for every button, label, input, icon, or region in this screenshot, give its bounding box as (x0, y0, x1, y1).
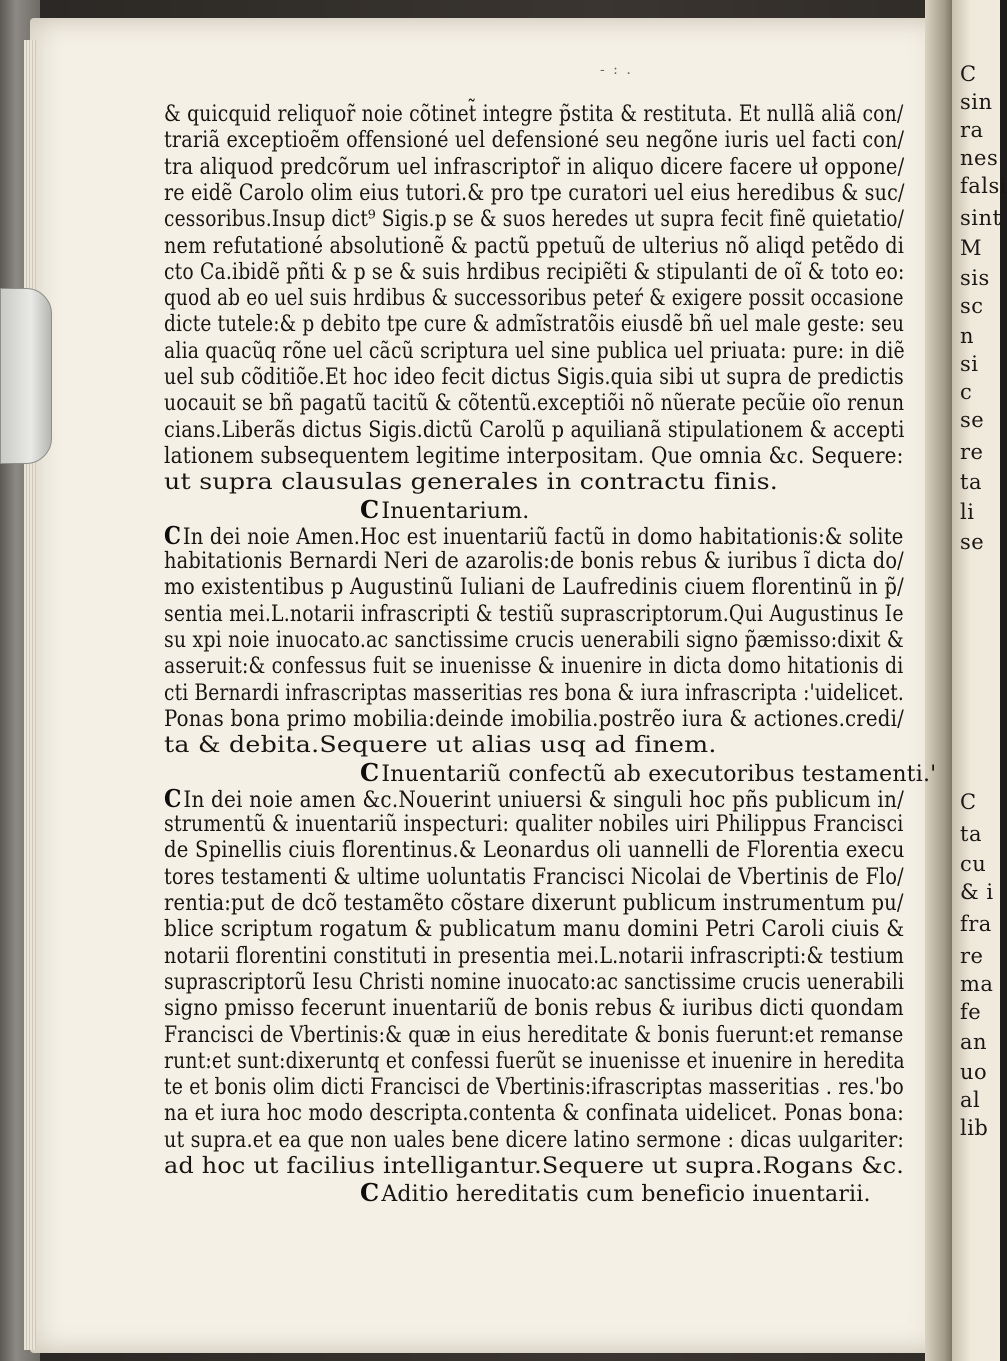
section2-line (164, 917, 904, 943)
text-line-content: te et bonis olim dicti Francisci de Vbertinis:ifrascriptas masseritias . res.'bo (164, 1075, 904, 1101)
text-line-content: cti Bernardi infrascriptas masseritias res bona & iura infrascripta :'uidelicet. (164, 680, 904, 706)
body-line (164, 391, 904, 417)
section2-line (164, 996, 904, 1022)
facing-page-text: si (960, 352, 979, 376)
facing-page-text: fra (960, 912, 992, 936)
section2-line (164, 970, 904, 996)
section2-line (164, 865, 904, 891)
pilcrow-mark: C (164, 520, 182, 550)
body-line (164, 155, 904, 181)
text-line-content: suprascriptorũ Iesu Christi nomine inuocato:ac sanctissime crucis uenerabili (164, 969, 905, 995)
facing-page-text: ra (960, 118, 984, 142)
body-line (164, 102, 903, 128)
section1-line (164, 707, 904, 733)
facing-page-text: falsi (960, 174, 1007, 198)
text-line-content: uocauit se bñ pagatũ tacitũ & cõtentũ.exceptiõi nõ nũerate pecũie oĩo renun (164, 391, 905, 417)
section2-line (164, 1128, 904, 1154)
section1-line (164, 681, 904, 707)
text-line-content: In dei noie amen &c.Nouerint uniuersi & singuli hoc pñs publicum in/ (183, 787, 904, 813)
text-line-content: cto Ca.ibidẽ pñti & p se & suis hrdibus recipiẽti & stipulanti de oĩ & toto eo: (164, 259, 905, 285)
section1-line (164, 575, 904, 601)
pilcrow-mark: C (360, 1178, 380, 1208)
section1-line (164, 654, 904, 680)
text-line-content: lationem subsequentem legitime interpositam. Que omnia &c. Sequere: (164, 443, 904, 469)
facing-page-text: sin (960, 90, 993, 114)
text-line-content: runt:et sunt:dixeruntq et confessi fuerũt se inuenisse et inuenire in heredita (164, 1048, 905, 1074)
facing-page-text: C (960, 62, 977, 86)
text-line-content: rentia:put de dcõ testamẽto cõstare dixerunt publicum instrumentum pu/ (164, 891, 904, 916)
facing-page-text: re (960, 440, 984, 464)
facing-page-text: re (960, 944, 984, 968)
facing-page-text: sis (960, 266, 990, 290)
facing-page-text: li (960, 500, 975, 524)
section1-line (164, 602, 904, 628)
facing-page-text: ma (960, 972, 994, 996)
page-edge-stack (24, 40, 36, 1350)
text-line-content: ut supra clausulas generales in contractu finis. (164, 470, 779, 496)
facing-page-text: C (960, 790, 977, 814)
pilcrow-mark: C (164, 783, 182, 813)
text-line-content: de Spinellis ciuis florentinus.& Leonardus oli uannelli de Florentia execu (164, 838, 905, 864)
section1-line (164, 549, 904, 575)
section2-line (164, 1075, 904, 1101)
section1-line (164, 733, 717, 759)
section2-line (164, 1023, 903, 1049)
body-line (164, 286, 904, 312)
pilcrow-mark: C (360, 757, 380, 787)
section1-line (164, 628, 904, 654)
text-line-content: alia quacũq rõne uel cãcũ scriptura uel sine publica uel priuata: pure: in diẽ (164, 338, 905, 364)
section-heading-aditio (360, 1180, 871, 1208)
section2-line (164, 838, 905, 864)
facing-page-fragment (952, 0, 1007, 1361)
facing-page-text: sc (960, 294, 984, 318)
section2-line (164, 783, 904, 814)
facing-page-text: se (960, 530, 985, 554)
text-line-content: & quicquid reliquor̃ noie cõtinet̃ integre p̃stita & restituta. Et nullã aliã con/ (164, 102, 904, 127)
text-line-content: Aditio hereditatis cum beneficio inuentarii. (381, 1182, 871, 1208)
text-line-content: cians.Liberãs dictus Sigis.dictũ Carolũ p aquilianã stipulationem & accepti (164, 417, 905, 443)
text-line-content: Ponas bona primo mobilia:deinde imobilia.postrẽo iura & actiones.credi/ (164, 706, 904, 732)
body-line (164, 365, 904, 391)
section-heading-inuentarium (360, 494, 530, 525)
text-line-content: habitationis Bernardi Neri de azarolis:de bonis rebus & iuribus ĩ dicta do/ (164, 549, 904, 575)
body-line (164, 128, 904, 154)
section2-line (164, 812, 904, 838)
text-line-content: tores testamenti & ultime uoluntatis Francisci Nicolai de Vbertinis de Flo/ (164, 864, 904, 890)
section-heading-inuentarium-executors (360, 757, 937, 788)
facing-page-text: & i (960, 880, 994, 904)
section2-line (164, 944, 904, 970)
text-line-content: ta & debita.Sequere ut alias usq ad finem. (164, 733, 717, 759)
signature-mark: - : . (600, 62, 633, 78)
body-line (164, 339, 905, 365)
text-line-content: Inuentariũ confectũ ab executoribus testamenti.' (381, 761, 937, 787)
facing-page-text: lib (960, 1116, 989, 1140)
text-line-content: Francisci de Vbertinis:& quæ in eius hereditate & bonis fuerunt:et remanse (164, 1022, 904, 1048)
facing-page-text: c (960, 380, 973, 404)
text-line-content: ut supra.et ea que non uales bene dicere latino sermone : dicas uulgariter: (164, 1127, 905, 1153)
facing-page-text: nes (960, 146, 999, 170)
facing-page-text: fe (960, 1000, 982, 1024)
text-line-content: strumentũ & inuentariũ inspecturi: qualiter nobiles uiri Philippus Francisci (164, 812, 904, 838)
section2-line (164, 1101, 904, 1127)
text-line-content: sentia mei.L.notarii infrascripti & testiũ suprascriptorum.Qui Augustinus Ie (164, 601, 904, 627)
body-line (164, 207, 904, 233)
text-line-content: tra aliquod predcõrum uel infrascriptor̃ in aliquo dicere facere uł oppone/ (164, 154, 905, 180)
body-line (164, 444, 904, 470)
facing-page-text: ta (960, 470, 982, 494)
body-line (164, 181, 905, 207)
text-line-content: In dei noie Amen.Hoc est inuentariũ factũ in domo habitationis:& solite (182, 524, 904, 550)
section1-line (164, 520, 904, 551)
text-line-content: dicte tutele:& p debito tpe cure & admĩstratõis eiusdẽ bñ uel male geste: seu (164, 312, 905, 338)
text-line-content: asseruit:& confessus fuit se inuenisse & inuenire in dicta domo hitationis di (164, 654, 904, 680)
pilcrow-mark: C (360, 494, 380, 524)
text-line-content: ad hoc ut facilius intelligantur.Sequere ut supra.Rogans &c. (164, 1154, 905, 1179)
text-line-content: Inuentarium. (381, 498, 530, 524)
text-line-content: notarii florentini constituti in presentia mei.L.notarii infrascripti:& testium (164, 943, 905, 969)
facing-page-text: sint (960, 206, 1002, 230)
text-line-content: mo existentibus p Augustinũ Iuliani de Laufredinis ciuem florentinũ in p̃/ (164, 575, 904, 601)
text-line-content: nem refutationé absolutionẽ & pactũ ppetuũ de ulterius nõ aliqd petẽdo di (164, 233, 905, 259)
text-line-content: uel sub cõditiõe.Et hoc ideo fecit dictus Sigis.quia sibi ut supra de predictis (164, 365, 904, 390)
text-line-content: trariã exceptioẽm offensioné uel defensioné seu negõne iuris uel facti con/ (164, 128, 905, 154)
facing-page-text: n (960, 324, 975, 348)
body-line (164, 418, 905, 444)
section2-line (164, 1049, 905, 1075)
facing-page-text: an (960, 1030, 988, 1054)
body-line (164, 234, 904, 260)
text-line-content: cessoribus.Insup dict⁹ Sigis.p se & suos heredes ut supra fecit finẽ quietatio/ (164, 207, 905, 233)
facing-page-text: M (960, 236, 983, 260)
text-line-content: re eidẽ Carolo olim eius tutori.& pro tpe curatori uel eius heredibus & suc/ (164, 180, 905, 206)
section2-line (164, 1154, 904, 1180)
body-line (164, 470, 778, 496)
text-line-content: signo pmisso fecerunt inuentariũ de bonis rebus & iuribus dicti quondam (164, 996, 904, 1022)
text-line-content: quod ab eo uel suis hrdibus & successoribus peteŕ & exigere possit occasione (164, 286, 904, 312)
facing-page-text: uo (960, 1060, 988, 1084)
section2-line (164, 891, 904, 917)
page-clip (0, 288, 52, 464)
text-line-content: su xpi noie inuocato.ac sanctissime crucis uenerabili signo p̃æmisso:dixit & (164, 628, 904, 653)
facing-page-text: se (960, 408, 985, 432)
facing-page-text: al (960, 1088, 981, 1112)
body-line (164, 312, 904, 338)
text-line-content: blice scriptum rogatum & publicatum manu domini Petri Caroli ciuis & (164, 917, 905, 943)
facing-page-text: ta (960, 822, 982, 846)
text-line-content: na et iura hoc modo descripta.contenta & confinata uidelicet. Ponas bona: (164, 1101, 904, 1127)
body-line (164, 260, 904, 286)
facing-page-text: cu (960, 852, 987, 876)
